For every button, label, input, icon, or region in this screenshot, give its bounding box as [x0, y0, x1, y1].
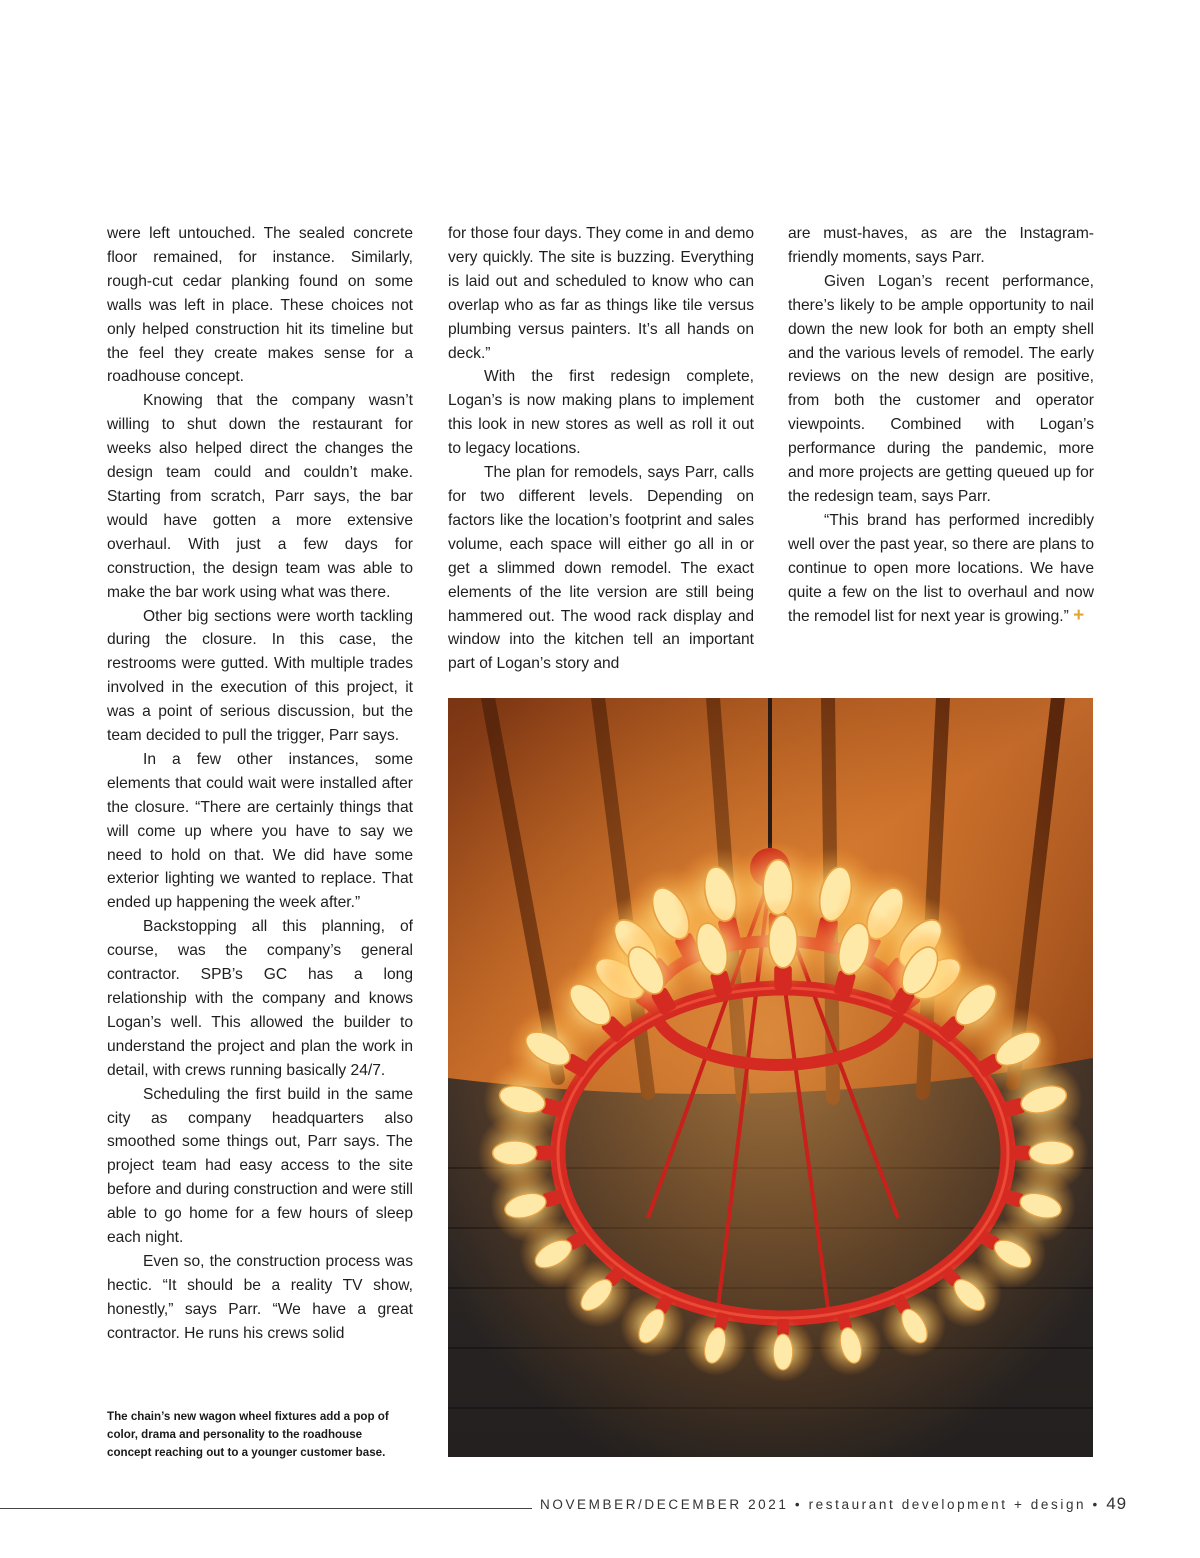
paragraph: Other big sections were worth tackling during the closure. In this case, the restrooms were gutted. With multiple trades involved in the execution of this project, it was a point of serious discussion, but the team decided to pull the trigger, Parr says. — [107, 607, 413, 745]
text-column-3 — [788, 222, 1094, 628]
paragraph: for those four days. They come in and demo very quickly. The site is buzzing. Everything is laid out and scheduled to know who can overlap who as far as things like tile versus plumbing versus painters. It’s all hands on deck.” — [448, 225, 754, 362]
footer-issue-date: NOVEMBER/DECEMBER 2021 — [540, 1497, 789, 1512]
paragraph: Backstopping all this planning, of course, was the company’s general contractor. SPB’s GC has a long relationship with the company and knows Logan’s well. This allowed the builder to understand the project and plan the work in detail, with crews running basically 24/7. — [107, 918, 413, 1079]
footer-bullet: • — [1092, 1497, 1100, 1512]
text-column-2 — [448, 222, 754, 676]
paragraph: Scheduling the first build in the same city as company headquarters also smoothed some things out, Parr says. The project team had easy access to the site before and during construction and were still able to go home for a few hours of sleep each night. — [107, 1085, 413, 1247]
bulb — [751, 1319, 814, 1382]
paragraph: Knowing that the company wasn’t willing to shut down the restaurant for weeks also helped direct the changes the design team could and couldn’t make. Starting from scratch, Parr says, the bar would have gotten a more extensive overhaul. With just a few days for construction, the design team was able to make the bar work using what was there. — [107, 392, 413, 601]
paragraph: are must-haves, as are the Instagram-friendly moments, says Parr. — [788, 225, 1094, 266]
page-number: 49 — [1106, 1494, 1128, 1513]
photo-caption: The chain’s new wagon wheel fixtures add a pop of color, drama and personality to the roadhouse concept reaching out to a younger customer base. — [107, 1410, 389, 1459]
page-footer — [540, 1494, 1128, 1514]
chandelier-photo — [448, 698, 1093, 1457]
paragraph: were left untouched. The sealed concrete floor remained, for instance. Similarly, rough-cut cedar planking found on some walls was left in place. These choices not only helped construction hit its timeline but the feel they create makes sense for a roadhouse concept. — [107, 225, 413, 386]
footer-bullet: • — [794, 1497, 803, 1512]
text-column-1 — [107, 222, 413, 1346]
paragraph: Even so, the construction process was hectic. “It should be a reality TV show, honestly,” says Parr. “We have a great contractor. He runs his crews solid — [107, 1252, 413, 1342]
footer-magazine-name: restaurant development + design — [808, 1497, 1087, 1512]
paragraph — [788, 509, 1094, 629]
chandelier-illustration — [448, 698, 1093, 1457]
paragraph: With the first redesign complete, Logan’s is now making plans to implement this look in new stores as well as roll it out to legacy locations. — [448, 368, 754, 458]
footer-rule — [0, 1508, 532, 1509]
paragraph: In a few other instances, some elements that could wait were installed after the closure. “There are certainly things that will come up where you have to say we need to hold on that. We did have some exterior lighting we wanted to replace. That ended up happening the week after.” — [107, 750, 413, 912]
paragraph: Given Logan’s recent performance, there’s likely to be ample opportunity to nail down the new look for both an empty shell and the various levels of remodel. The early reviews on the new design are positive, from both the customer and operator viewpoints. Combined with Logan’s performance during the pandemic, more and more projects are getting queued up for the redesign team, says Parr. — [788, 272, 1094, 505]
paragraph: The plan for remodels, says Parr, calls for two different levels. Depending on factors like the location’s footprint and sales volume, each space will either go all in or get a slimmed down remodel. The exact elements of the lite version are still being hammered out. The wood rack display and window into the kitchen tell an important part of Logan’s story and — [448, 464, 754, 673]
paragraph-text: “This brand has performed incredibly well over the past year, so there are plans to continue to open more locations. We have quite a few on the list to overhaul and now the remodel list for next year is growing.” — [788, 511, 1094, 625]
end-mark-plus-icon: + — [1073, 604, 1085, 626]
